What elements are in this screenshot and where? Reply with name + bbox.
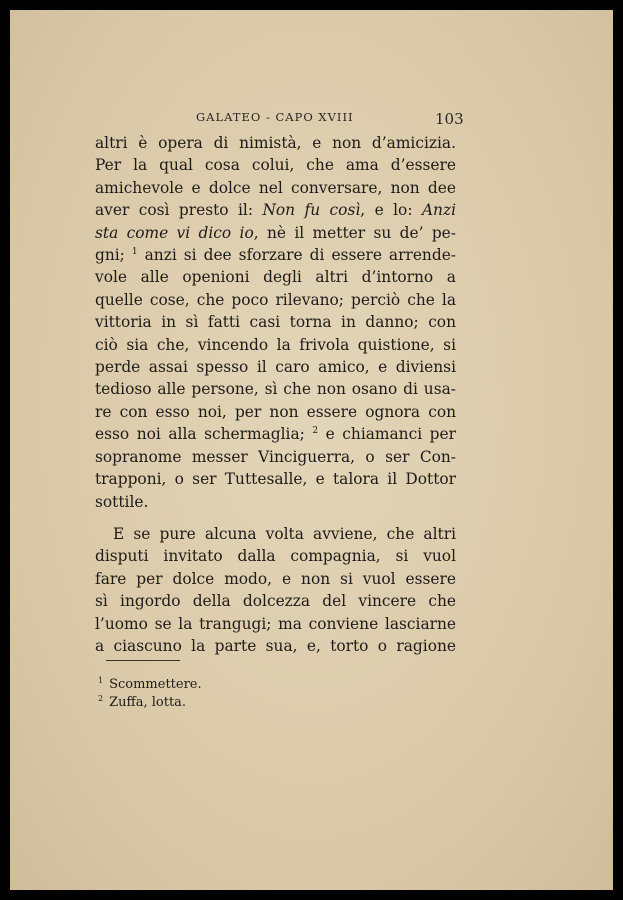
text-line: sottile. [95, 492, 149, 511]
text-run: aver così presto il: [95, 201, 263, 220]
footnote-ref: 2 [312, 426, 319, 437]
text-line: tedioso alle persone, sì che non osano di usa- [95, 380, 456, 399]
text-line [95, 244, 456, 266]
text-line: trapponi, o ser Tuttesalle, e talora il Dottor [95, 470, 456, 489]
text-line [95, 222, 456, 244]
text-line: quelle cose, che poco rilevano; perciò che la [95, 290, 456, 309]
footnote-rule [106, 660, 180, 661]
text-line: sopranome messer Vinciguerra, o ser Con- [95, 447, 456, 466]
footnotes [98, 676, 202, 712]
footnote-text: Zuffa, lotta. [109, 695, 187, 710]
text-run: e chiamanci per [318, 425, 456, 444]
italic-quote: Non fu così [262, 201, 361, 220]
footnote-marker: 2 [98, 693, 104, 703]
footnote-ref: 1 [131, 246, 138, 257]
text-run: esso noi alla schermaglia; [95, 425, 313, 444]
text-line: l’uomo se la trangugi; ma conviene lasciarne [95, 614, 456, 633]
text-line: vole alle openioni degli altri d’intorno a [95, 268, 456, 287]
footnote [98, 694, 202, 712]
text-line: re con esso noi, per non essere ognora con [95, 402, 456, 421]
text-line [95, 423, 456, 445]
main-text [95, 132, 456, 657]
text-line: altri è opera di nimistà, e non d’amicizia. [95, 134, 456, 152]
text-line: amichevole e dolce nel conversare, non dee [95, 178, 456, 197]
italic-quote: Anzi [421, 201, 456, 220]
text-line: perde assai spesso il caro amico, e diviensi [95, 358, 456, 377]
text-line: Per la qual cosa colui, che ama d’essere [95, 156, 456, 175]
book-page [10, 10, 613, 890]
running-head: GALATEO - CAPO XVIII [196, 110, 354, 124]
text-line: a ciascuno la parte sua, e, torto o ragione [95, 636, 456, 655]
italic-quote: sta come vi dico io [95, 223, 254, 242]
text-run: , e lo: [360, 201, 422, 220]
text-line: fare per dolce modo, e non si vuol essere [95, 569, 456, 588]
footnote-text: Scommettere. [109, 677, 202, 692]
text-run: , nè il metter su de’ pe- [253, 223, 456, 242]
text-line [95, 199, 456, 221]
text-line: disputi invitato dalla compagnia, si vuol [95, 547, 456, 566]
text-run: gni; [95, 246, 132, 265]
page-number: 103 [435, 110, 464, 128]
text-run: anzi si dee sforzare di essere arrende- [137, 246, 457, 265]
footnote [98, 676, 202, 694]
text-line: E se pure alcuna volta avviene, che altri [113, 524, 456, 543]
text-line: sì ingordo della dolcezza del vincere che [95, 592, 456, 611]
text-line: vittoria in sì fatti casi torna in danno; con [95, 313, 456, 332]
text-line: ciò sia che, vincendo la frivola quistione, si [95, 335, 456, 354]
footnote-marker: 1 [98, 675, 104, 685]
